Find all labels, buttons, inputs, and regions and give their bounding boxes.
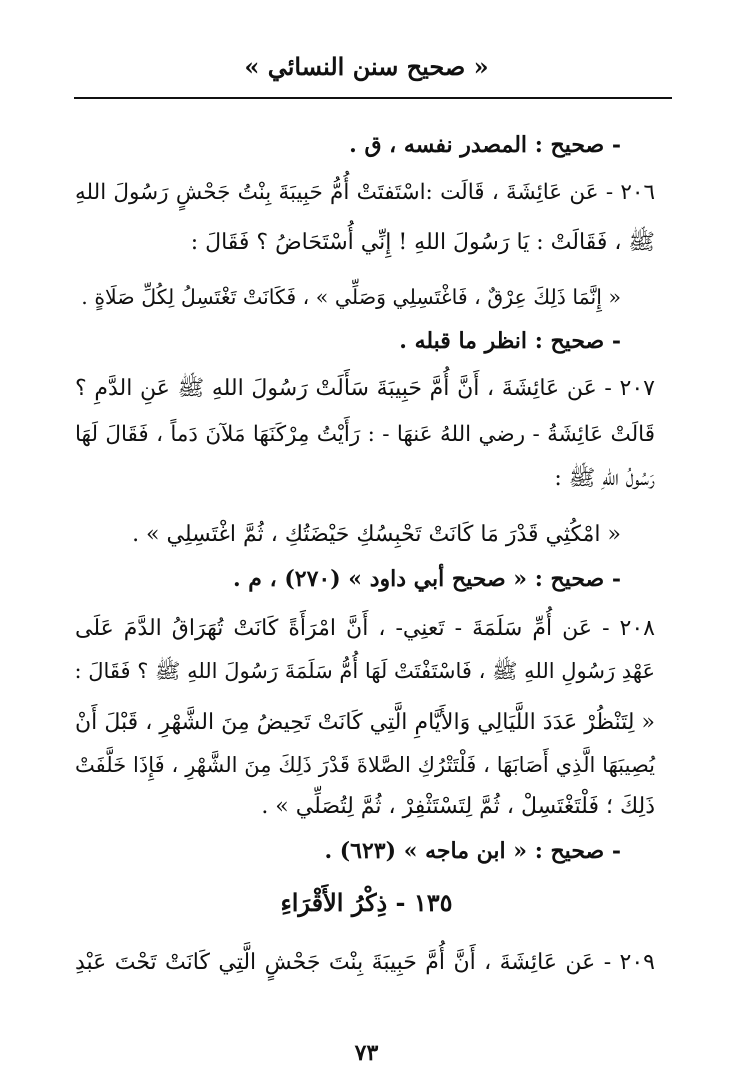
hadith-206-line-3: « إِنَّمَا ذَلِكَ عِرْقٌ ، فَاغْتَسِلِي وَصَلِّي » ، فَكَانَتْ تَغْتَسِلُ لِكُلِّ صَلَاةٍ . xyxy=(81,285,621,309)
hadith-207-line-1: ٢٠٧ - عَن عَائِشَةَ ، أَنَّ أُمَّ حَبِيبَةَ سَأَلَتْ رَسُولَ اللهِ ﷺ عَنِ الدَّمِ ؟ xyxy=(75,376,655,401)
hadith-207-line-4: « امْكُثِي قَدْرَ مَا كَانَتْ تَحْبِسُكِ حَيْضَتُكِ ، ثُمَّ اغْتَسِلِي » . xyxy=(132,522,621,547)
hadith-208-line-4: يُصِيبَهَا الَّذِي أَصَابَهَا ، فَلْتَتْرُكِ الصَّلاةَ قَدْرَ ذَلِكَ مِنَ الشَّهْرِ ، فَإِذَا خَلَّفَتْ xyxy=(75,753,655,777)
grading-note: - صحيح : المصدر نفسه ، ق . xyxy=(349,132,621,158)
grading-note: - صحيح : انظر ما قبله . xyxy=(399,328,621,354)
running-header: « صحيح سنن النسائي » xyxy=(244,52,489,81)
hadith-208-line-5: ذَلِكَ ؛ فَلْتَغْتَسِلْ ، ثُمَّ لِتَسْتَثْفِرْ ، ثُمَّ لِتُصَلِّي » . xyxy=(261,794,655,819)
header-rule xyxy=(74,97,672,99)
page-number: ٧٣ xyxy=(354,1040,379,1066)
section-heading: ١٣٥ - ذِكْرُ الأَقْرَاءِ xyxy=(280,888,453,917)
hadith-208-line-3: « لِتَنْظُرْ عَدَدَ اللَّيَالِي وَالأَيَّامِ الَّتِي كَانَتْ تَحِيضُ مِنَ الشَّهْرِ ، قَبْلَ أَنْ xyxy=(75,710,655,735)
grading-note: - صحيح : « ابن ماجه » (٦٢٣) . xyxy=(324,838,621,864)
hadith-209-line-1: ٢٠٩ - عَن عَائِشَةَ ، أَنَّ أُمَّ حَبِيبَةَ بِنْتَ جَحْشٍ الَّتِي كَانَتْ تَحْتَ عَبْدِ xyxy=(75,950,655,975)
hadith-208-line-1: ٢٠٨ - عَن أُمِّ سَلَمَةَ - تَعنِي- ، أَنَّ امْرَأَةً كَانَتْ تُهَرَاقُ الدَّمَ عَلَى xyxy=(75,616,655,641)
grading-note: - صحيح : « صحيح أبي داود » (٢٧٠) ، م . xyxy=(232,566,621,592)
hadith-207-line-2: قَالَتْ عَائِشَةُ - رضي اللهُ عَنهَا - : رَأَيْتُ مِرْكَنَهَا مَلآنَ دَماً ، فَقَالَ لَهَا xyxy=(75,422,655,447)
hadith-207-line-3: رَسُولُ اللهِ ﷺ : xyxy=(554,466,655,491)
hadith-206-line-2: ﷺ ، فَقَالَتْ : يَا رَسُولَ اللهِ ! إِنِّي أُسْتَحَاضُ ؟ فَقَالَ : xyxy=(190,230,655,255)
hadith-208-line-2: عَهْدِ رَسُولِ اللهِ ﷺ ، فَاسْتَفْتَتْ لَهَا أُمُّ سَلَمَةَ رَسُولَ اللهِ ﷺ ؟ فَقَالَ : xyxy=(74,659,655,683)
hadith-206-line-1: ٢٠٦ - عَن عَائِشَةَ ، قَالَت :اسْتَفتَتْ أُمُّ حَبِيبَةَ بِنْتُ جَحْشٍ رَسُولَ اللهِ xyxy=(75,180,655,205)
